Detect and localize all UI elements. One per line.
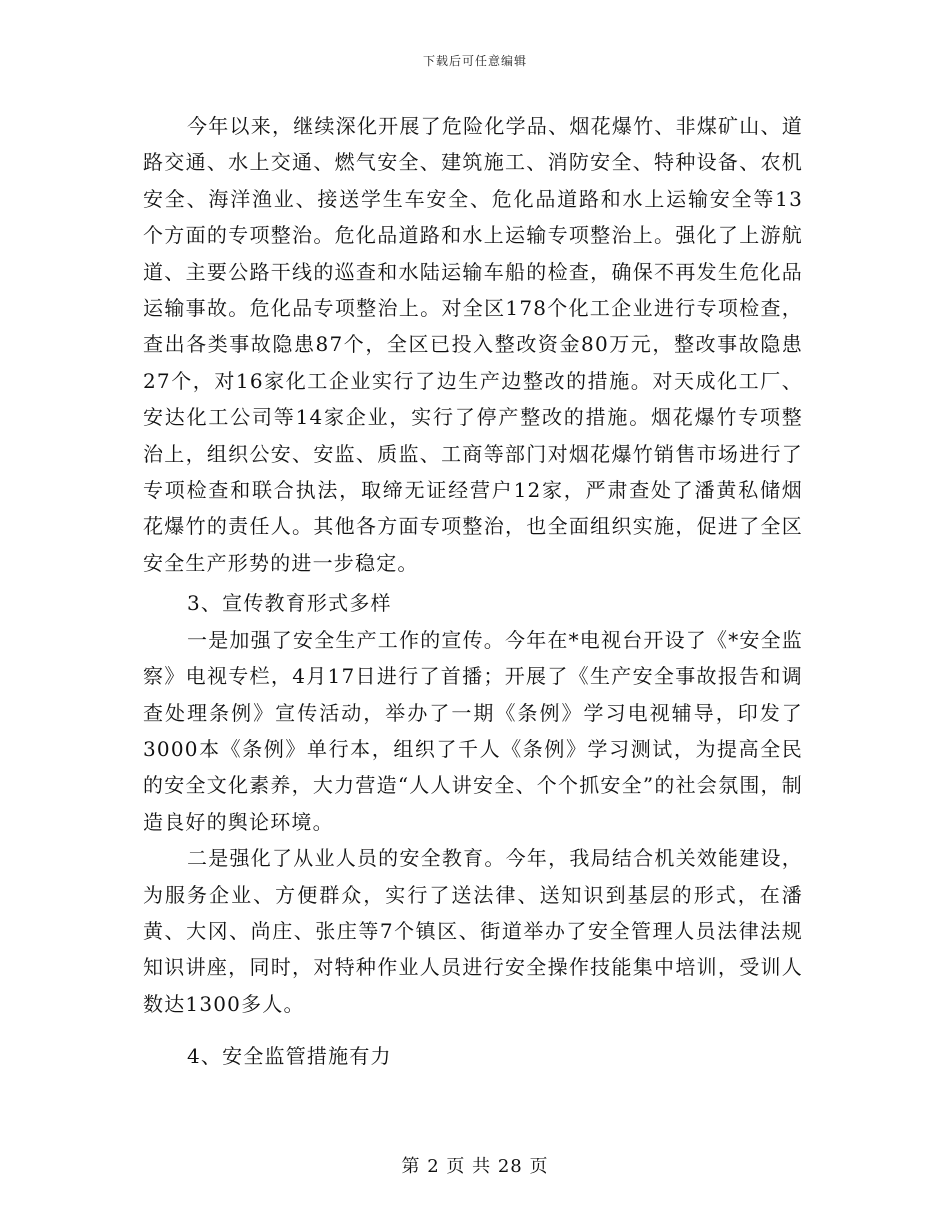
paragraph-staff-education: 二是强化了从业人员的安全教育。今年，我局结合机关效能建设，为服务企业、方便群众，实行了送法律、送知识到基层的形式，在潘黄、大冈、尚庄、张庄等7个镇区、街道举办了安全管理人员法律法规知识讲座，同时，对特种作业人员进行安全操作技能集中培训，受训人数达1300多人。 bbox=[143, 846, 803, 1016]
paragraph-special-rectification: 今年以来，继续深化开展了危险化学品、烟花爆竹、非煤矿山、道路交通、水上交通、燃气安全、建筑施工、消防安全、特种设备、农机安全、海洋渔业、接送学生车安全、危化品道路和水上运输安全等13个方面的专项整治。危化品道路和水上运输专项整治上。强化了上游航道、主要公路干线的巡查和水陆运输车船的检查，确保不再发生危化品运输事故。危化品专项整治上。对全区178个化工企业进行专项检查，查出各类事故隐患87个，全区已投入整改资金80万元，整改事故隐患27个，对16家化工企业实行了边生产边整改的措施。对天成化工厂、安达化工公司等14家企业，实行了停产整改的措施。烟花爆竹专项整治上，组织公安、安监、质监、工商等部门对烟花爆竹销售市场进行了专项检查和联合执法，取缔无证经营户12家，严肃查处了潘黄私储烟花爆竹的责任人。其他各方面专项整治，也全面组织实施，促进了全区安全生产形势的进一步稳定。 bbox=[143, 114, 803, 575]
page-footer: 第 2 页 共 28 页 bbox=[401, 1156, 549, 1177]
section-heading-publicity: 3、宣传教育形式多样 bbox=[187, 591, 392, 616]
document-body bbox=[143, 108, 803, 1075]
page-header: 下载后可任意编辑 bbox=[422, 54, 527, 68]
section-heading-supervision: 4、安全监管措施有力 bbox=[187, 1044, 392, 1069]
paragraph-publicity: 一是加强了安全生产工作的宣传。今年在*电视台开设了《*安全监察》电视专栏，4月17日进行了首播；开展了《生产安全事故报告和调查处理条例》宣传活动，举办了一期《条例》学习电视辅导，印发了3000本《条例》单行本，组织了千人《条例》学习测试，为提高全民的安全文化素养，大力营造“人人讲安全、个个抓安全”的社会氛围，制造良好的舆论环境。 bbox=[143, 627, 803, 834]
